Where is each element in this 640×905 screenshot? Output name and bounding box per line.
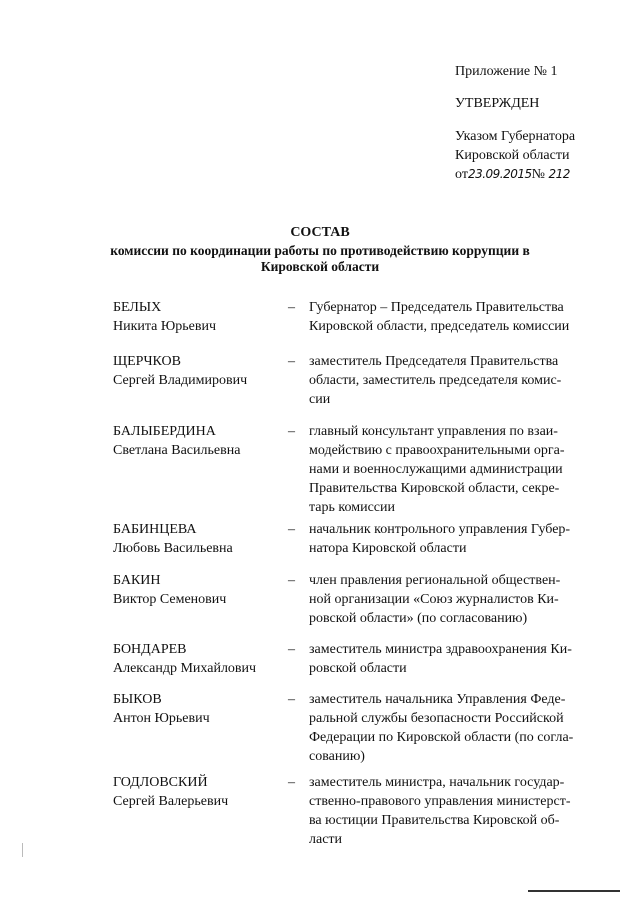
member-dash: – [288, 354, 295, 369]
member-surname: ЩЕРЧКОВ [113, 354, 181, 369]
duty-line: главный консультант управления по взаи- [309, 424, 558, 439]
decree-line-1: Указом Губернатора [455, 129, 576, 144]
duty-line: начальник контрольного управления Губер- [309, 522, 571, 537]
duty-line: Правительства Кировской области, секре- [309, 481, 560, 496]
member-dash: – [288, 642, 295, 657]
member-name: Сергей Валерьевич [113, 794, 229, 809]
approval-block [455, 62, 615, 184]
member-name: Никита Юрьевич [113, 319, 217, 334]
member-duty [309, 298, 591, 336]
decree-date-number [455, 165, 615, 184]
duty-line: член правления региональной обществен- [309, 573, 561, 588]
duty-line: сии [309, 392, 331, 407]
duty-line: области, заместитель председателя комис- [309, 373, 562, 388]
duty-line: натора Кировской области [309, 541, 467, 556]
decree-line-2: Кировской области [455, 148, 570, 163]
member-person [113, 298, 283, 336]
member-person [113, 773, 283, 811]
member-name: Светлана Васильевна [113, 443, 241, 458]
member-surname: БЕЛЫХ [113, 300, 162, 315]
member-surname: БОНДАРЕВ [113, 642, 187, 657]
member-person [113, 690, 283, 728]
handwritten-number: 212 [548, 167, 570, 181]
scan-mark [22, 843, 23, 857]
member-duty [309, 520, 591, 558]
member-dash: – [288, 692, 295, 707]
member-dash: – [288, 300, 295, 315]
document-title: СОСТАВ [290, 225, 350, 240]
duty-line: ва юстиции Правительства Кировской об- [309, 813, 560, 828]
duty-line: Кировской области, председатель комиссии [309, 319, 570, 334]
subtitle-line-2: Кировской области [260, 259, 380, 274]
duty-line: ровской области [309, 661, 407, 676]
member-duty [309, 773, 591, 849]
member-duty [309, 571, 591, 628]
duty-line: заместитель министра, начальник государ- [309, 775, 565, 790]
member-dash: – [288, 522, 295, 537]
member-person [113, 520, 283, 558]
duty-line: Губернатор – Председатель Правительства [309, 300, 564, 315]
subtitle-line-1: комиссии по координации работы по противодействию коррупции в [110, 243, 530, 258]
duty-line: модействию с правоохранительными орга- [309, 443, 565, 458]
member-person [113, 352, 283, 390]
duty-line: заместитель начальника Управления Феде- [309, 692, 566, 707]
duty-line: заместитель министра здравоохранения Ки- [309, 642, 572, 657]
member-person [113, 422, 283, 460]
handwritten-date: 23.09.2015 [467, 167, 532, 181]
date-prefix: от [455, 167, 468, 182]
duty-line: ровской области» (по согласованию) [309, 611, 528, 626]
member-surname: БАБИНЦЕВА [113, 522, 197, 537]
member-duty [309, 690, 591, 766]
duty-line: ственно-правового управления министерст- [309, 794, 571, 809]
member-person [113, 571, 283, 609]
duty-line: ласти [309, 832, 343, 847]
duty-line: ральной службы безопасности Российской [309, 711, 564, 726]
member-name: Сергей Владимирович [113, 373, 248, 388]
member-surname: БАКИН [113, 573, 161, 588]
member-name: Александр Михайлович [113, 661, 257, 676]
member-surname: ГОДЛОВСКИЙ [113, 775, 208, 790]
member-dash: – [288, 424, 295, 439]
approved-label: УТВЕРЖДЕН [455, 96, 540, 111]
member-dash: – [288, 573, 295, 588]
number-prefix: № [531, 167, 546, 182]
member-duty [309, 640, 591, 678]
member-dash: – [288, 775, 295, 790]
duty-line: нами и военнослужащими администрации [309, 462, 563, 477]
duty-line: ной организации «Союз журналистов Ки- [309, 592, 559, 607]
appendix-label: Приложение № 1 [455, 64, 558, 79]
member-name: Любовь Васильевна [113, 541, 233, 556]
member-surname: БАЛЫБЕРДИНА [113, 424, 216, 439]
member-duty [309, 422, 591, 517]
duty-line: сованию) [309, 749, 365, 764]
member-person [113, 640, 283, 678]
duty-line: заместитель Председателя Правительства [309, 354, 559, 369]
duty-line: тарь комиссии [309, 500, 395, 515]
duty-line: Федерации по Кировской области (по согла- [309, 730, 574, 745]
member-name: Виктор Семенович [113, 592, 227, 607]
footer-rule [528, 890, 620, 892]
member-name: Антон Юрьевич [113, 711, 210, 726]
member-surname: БЫКОВ [113, 692, 162, 707]
document-subtitle [95, 243, 545, 275]
member-duty [309, 352, 591, 409]
